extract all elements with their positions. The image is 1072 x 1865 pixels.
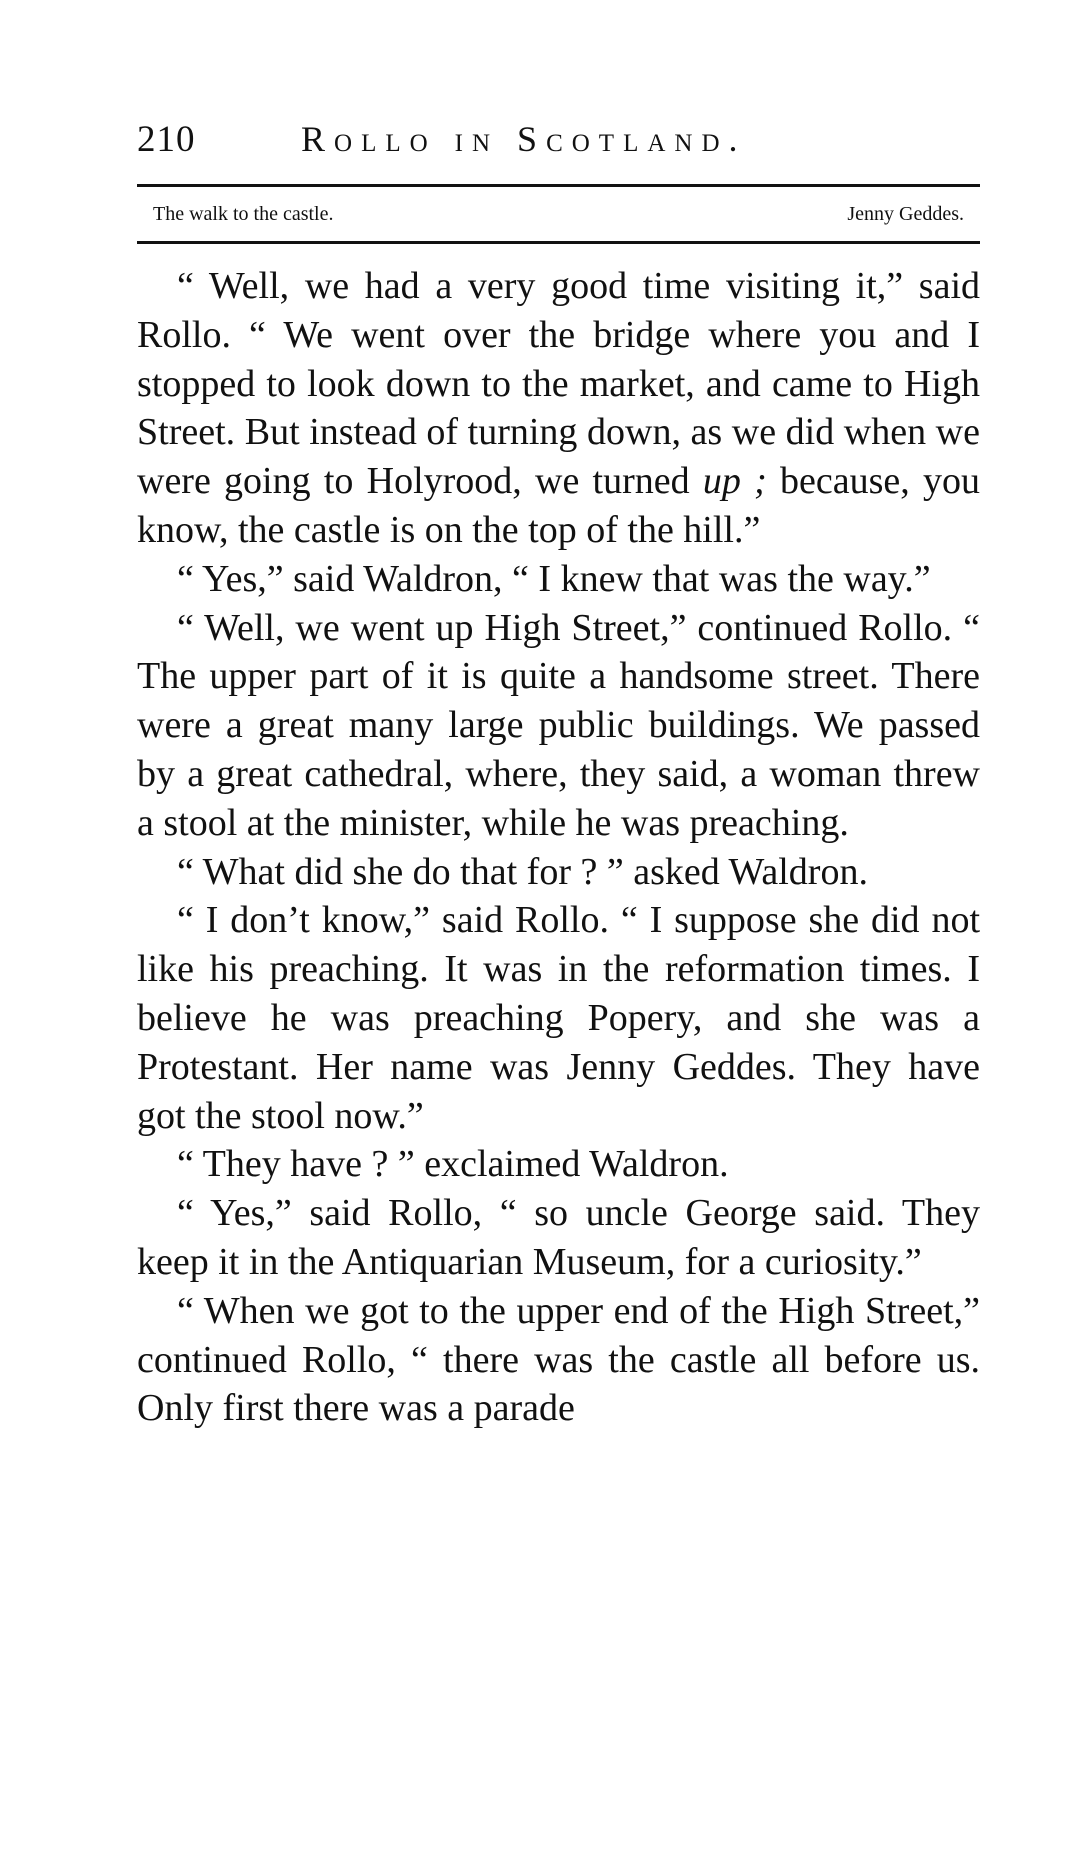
paragraph-3: “ Well, we went up High Street,” continued Rollo. “ The upper part of it is quite a handsome street. There were a great many large public buildings. We passed by a great cathedral, where, they said, a woman threw a stool at the minister, while he was preaching.	[137, 606, 980, 844]
emphasized-word: up ;	[702, 460, 767, 503]
section-subheads	[137, 187, 980, 233]
body-text	[137, 262, 980, 1433]
page-number: 210	[137, 119, 196, 160]
paragraph-6: “ They have ? ” exclaimed Waldron.	[177, 1143, 729, 1186]
book-title: Rollo in Scotland.	[301, 119, 747, 159]
right-subhead: Jenny Geddes.	[847, 203, 964, 225]
paragraph-5: “ I don’t know,” said Rollo. “ I suppose she did not like his preaching. It was in the reformation times. I believe he was preaching Popery, and she was a Protestant. Her name was Jenny Geddes. They have got the stool now.”	[137, 899, 980, 1137]
book-page	[137, 118, 980, 1433]
running-head	[137, 118, 980, 174]
paragraph-2: “ Yes,” said Waldron, “ I knew that was the way.”	[177, 557, 931, 600]
paragraph-7: “ Yes,” said Rollo, “ so uncle George said. They keep it in the Antiquarian Museum, for a curiosity.”	[137, 1192, 980, 1283]
paragraph-1	[137, 262, 980, 555]
paragraph-1-part-b: because, you know, the castle is on the top of the hill.”	[137, 460, 980, 551]
header-rule-bottom	[137, 241, 980, 244]
left-subhead: The walk to the castle.	[153, 203, 334, 225]
paragraph-1-part-a: “ Well, we had a very good time visiting it,” said Rollo. “ We went over the bridge where you and I stopped to look down to the market, and came to High Street. But instead of turning down, as we did when we were going to Holyrood, we turned	[137, 265, 980, 503]
paragraph-4: “ What did she do that for ? ” asked Waldron.	[177, 850, 868, 893]
paragraph-8: “ When we got to the upper end of the High Street,” continued Rollo, “ there was the castle all before us. Only first there was a parade	[137, 1289, 980, 1430]
